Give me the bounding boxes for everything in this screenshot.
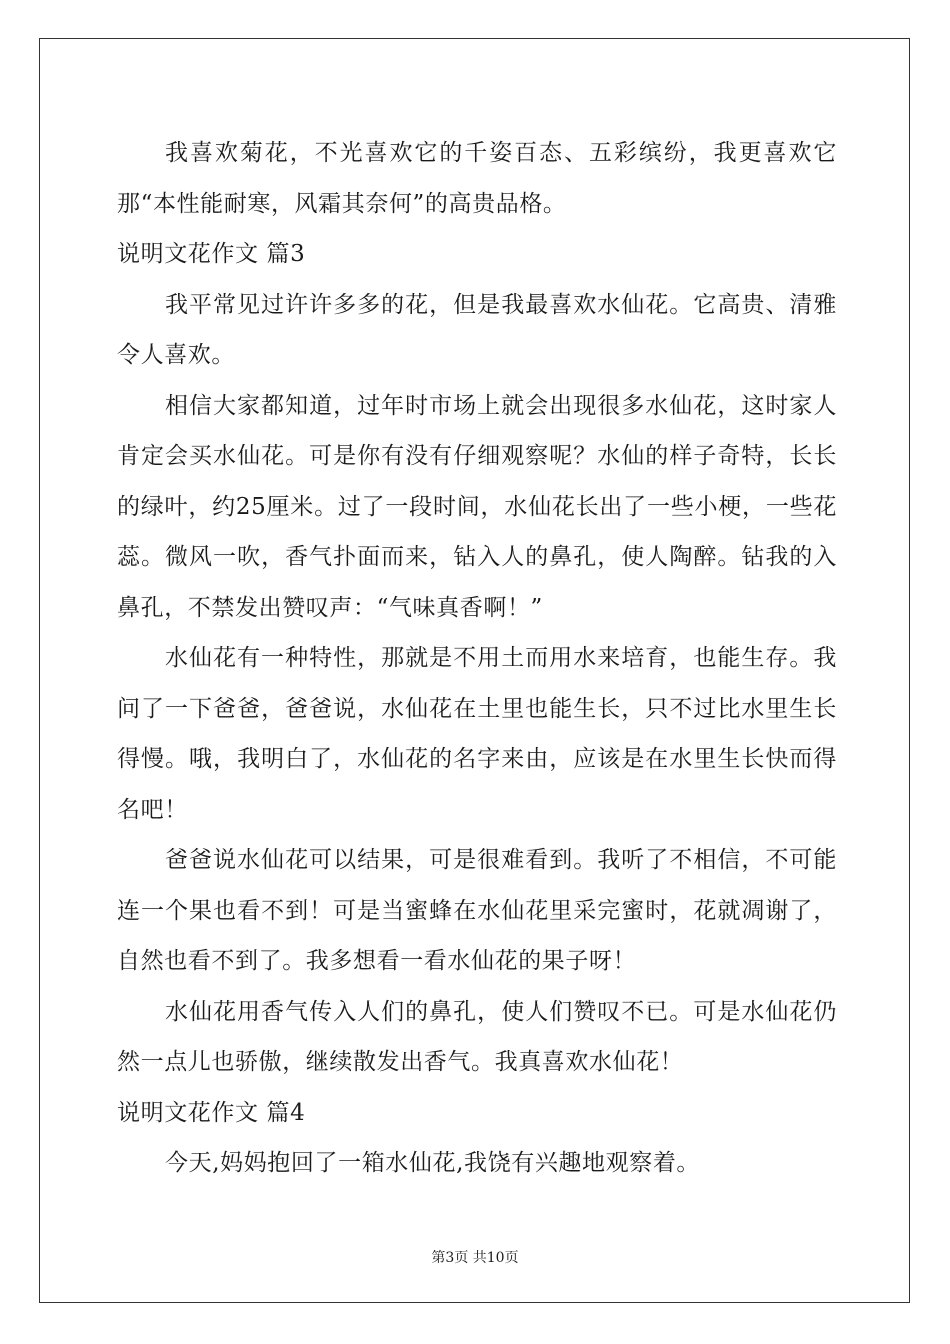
section-heading: 说明文花作文 篇3 (117, 241, 306, 267)
paragraph: 水仙花用香气传入人们的鼻孔，使人们赞叹不已。可是水仙花仍然一点儿也骄傲，继续散发出香气。我真喜欢水仙花！ (117, 998, 837, 1075)
paragraph: 今天,妈妈抱回了一箱水仙花,我饶有兴趣地观察着。 (165, 1150, 701, 1176)
paragraph: 我平常见过许许多多的花，但是我最喜欢水仙花。它高贵、清雅令人喜欢。 (117, 291, 837, 368)
document-body (117, 128, 837, 1189)
paragraph: 相信大家都知道，过年时市场上就会出现很多水仙花，这时家人肯定会买水仙花。可是你有没有仔细观察呢？水仙的样子奇特，长长的绿叶，约25厘米。过了一段时间，水仙花长出了一些小梗，一些花蕊。微风一吹，香气扑面而来，钻入人的鼻孔，使人陶醉。钻我的入鼻孔，不禁发出赞叹声：“气味真香啊！” (117, 392, 837, 621)
page-number-footer: 第3页 共10页 (431, 1250, 519, 1266)
paragraph: 我喜欢菊花，不光喜欢它的千姿百态、五彩缤纷，我更喜欢它那“本性能耐寒，风霜其奈何”的高贵品格。 (117, 140, 837, 217)
paragraph: 爸爸说水仙花可以结果，可是很难看到。我听了不相信，不可能连一个果也看不到！可是当蜜蜂在水仙花里采完蜜时，花就凋谢了，自然也看不到了。我多想看一看水仙花的果子呀！ (117, 847, 837, 974)
paragraph: 水仙花有一种特性，那就是不用土而用水来培育，也能生存。我问了一下爸爸，爸爸说，水仙花在土里也能生长，只不过比水里生长得慢。哦，我明白了，水仙花的名字来由，应该是在水里生长快而得名吧！ (117, 645, 837, 823)
section-heading: 说明文花作文 篇4 (117, 1099, 306, 1126)
